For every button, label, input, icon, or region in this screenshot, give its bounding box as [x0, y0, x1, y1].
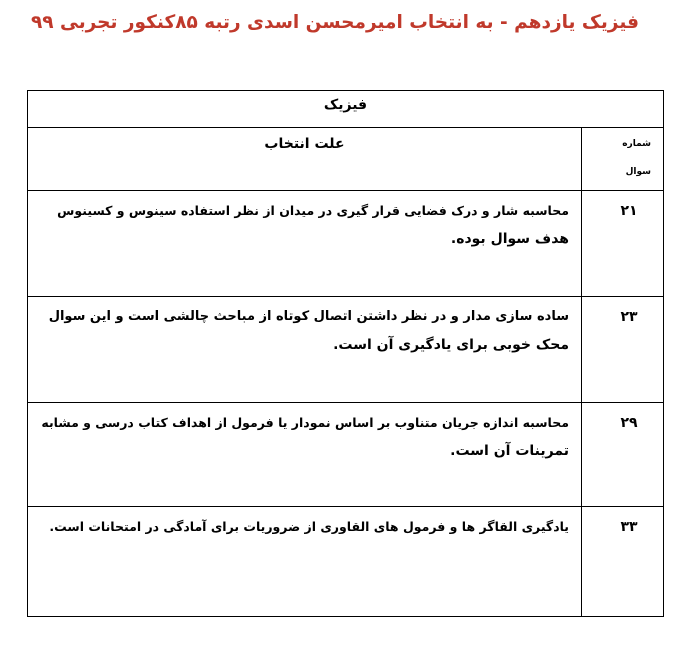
table-row [28, 191, 664, 297]
question-number-header-line1: شماره [622, 139, 651, 149]
question-number: ۲۱ [582, 191, 664, 297]
reason-line: ساده سازی مدار و در نظر داشتن اتصال کوتاه از مباحث چالشی است و این سوال [48, 309, 569, 324]
question-number: ۲۳ [582, 297, 664, 403]
selection-reason [28, 507, 582, 617]
selection-table [27, 90, 664, 617]
reason-line: محاسبه اندازه جریان متناوب بر اساس نمودار یا فرمول از اهداف کتاب درسی و مشابه [41, 415, 569, 430]
table-row [28, 403, 664, 507]
subject-row [28, 91, 664, 128]
question-number-header [582, 128, 664, 191]
reason-line: هدف سوال بوده. [450, 231, 569, 247]
question-number: ۳۳ [582, 507, 664, 617]
header-row [28, 128, 664, 191]
question-number: ۲۹ [582, 403, 664, 507]
reason-line: تمرینات آن است. [450, 443, 569, 459]
table-row [28, 507, 664, 617]
document-title: فیزیک یازدهم - به انتخاب امیرمحسن اسدی رتبه ۸۵کنکور تجربی ۹۹ [30, 12, 639, 33]
selection-reason [28, 403, 582, 507]
reason-line: محک خوبی برای یادگیری آن است. [333, 337, 569, 353]
reason-line: محاسبه شار و درک فضایی قرار گیری در میدان از نظر استفاده سینوس و کسینوس [57, 203, 569, 218]
selection-reason [28, 297, 582, 403]
subject-heading: فیزیک [28, 91, 664, 128]
reason-header: علت انتخاب [28, 128, 582, 191]
reason-line: یادگیری القاگر ها و فرمول های القاوری از ضروریات برای آمادگی در امتحانات است. [49, 519, 569, 534]
selection-reason [28, 191, 582, 297]
table-row [28, 297, 664, 403]
question-number-header-line2: سوال [625, 167, 651, 177]
